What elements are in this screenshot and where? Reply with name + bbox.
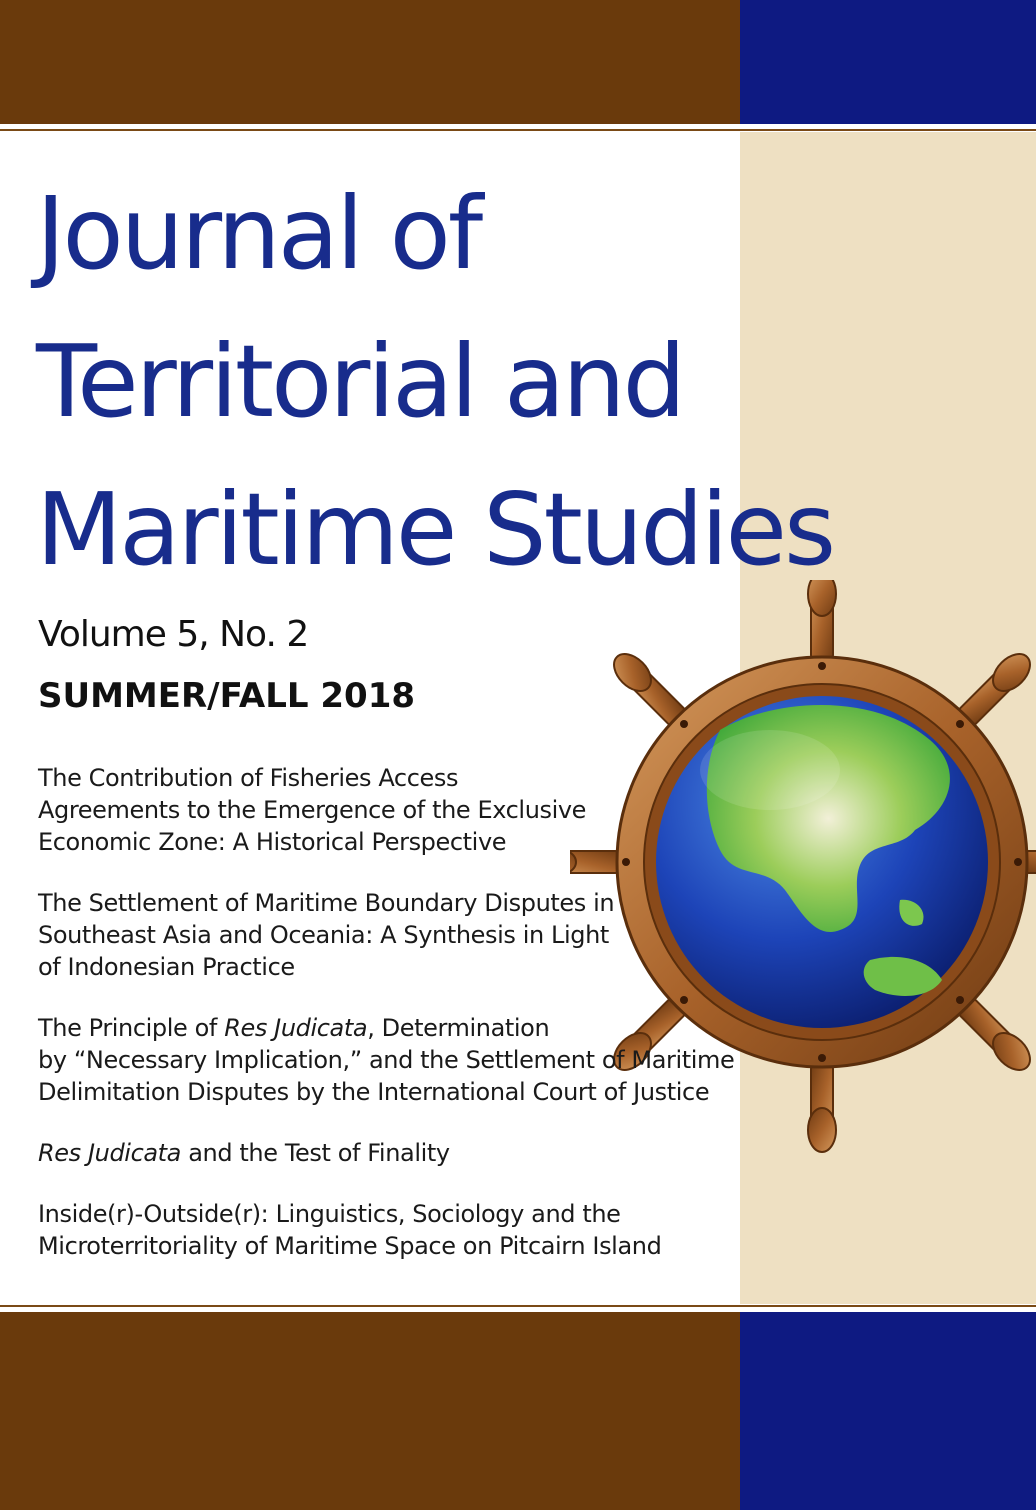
top-brown-band [0,0,740,124]
article-title [38,1137,758,1169]
title-text: Inside(r)-Outside(r): Linguistics, Sociology and the [38,1200,621,1228]
article-title-line [38,1198,758,1230]
bottom-brown-band [0,1312,740,1510]
article-title-line [38,1012,758,1044]
title-text: Southeast Asia and Oceania: A Synthesis in Light [38,921,609,949]
article-title-line [38,951,758,983]
volume-number: Volume 5, No. 2 [38,614,309,655]
article-title-line [38,826,758,858]
article-title [38,762,758,858]
title-line: Maritime Studies [36,471,834,588]
italic-term: Res Judicata [38,1139,181,1167]
article-title [38,1012,758,1108]
article-title-line [38,1137,758,1169]
title-text: , Determination [367,1014,550,1042]
issue-season: SUMMER/FALL 2018 [38,676,416,716]
article-title-line [38,1044,758,1076]
title-text: Economic Zone: A Historical Perspective [38,828,507,856]
title-text: and the Test of Finality [181,1139,450,1167]
article-title-line [38,887,758,919]
bottom-divider [0,1305,1036,1307]
italic-term: Res Judicata [224,1014,368,1042]
title-text: The Contribution of Fisheries Access [38,764,459,792]
title-text: Microterritoriality of Maritime Space on Pitcairn Island [38,1232,662,1260]
article-list [38,762,758,1291]
article-title-line [38,794,758,826]
title-line: Journal of [36,175,481,292]
title-text: of Indonesian Practice [38,953,295,981]
title-text: The Settlement of Maritime Boundary Disputes in [38,889,615,917]
title-line: Territorial and [36,323,684,440]
title-text: Delimitation Disputes by the International Court of Justice [38,1078,710,1106]
top-divider [0,129,1036,131]
title-text: Agreements to the Emergence of the Exclusive [38,796,587,824]
article-title-line [38,1230,758,1262]
top-navy-band [740,0,1036,124]
article-title [38,887,758,983]
title-text: by “Necessary Implication,” and the Settlement of Maritime [38,1046,735,1074]
article-title-line [38,1076,758,1108]
bottom-navy-band [740,1312,1036,1510]
article-title [38,1198,758,1262]
article-title-line [38,919,758,951]
article-title-line [38,762,758,794]
title-text: The Principle of [38,1014,225,1042]
journal-title [36,160,936,604]
